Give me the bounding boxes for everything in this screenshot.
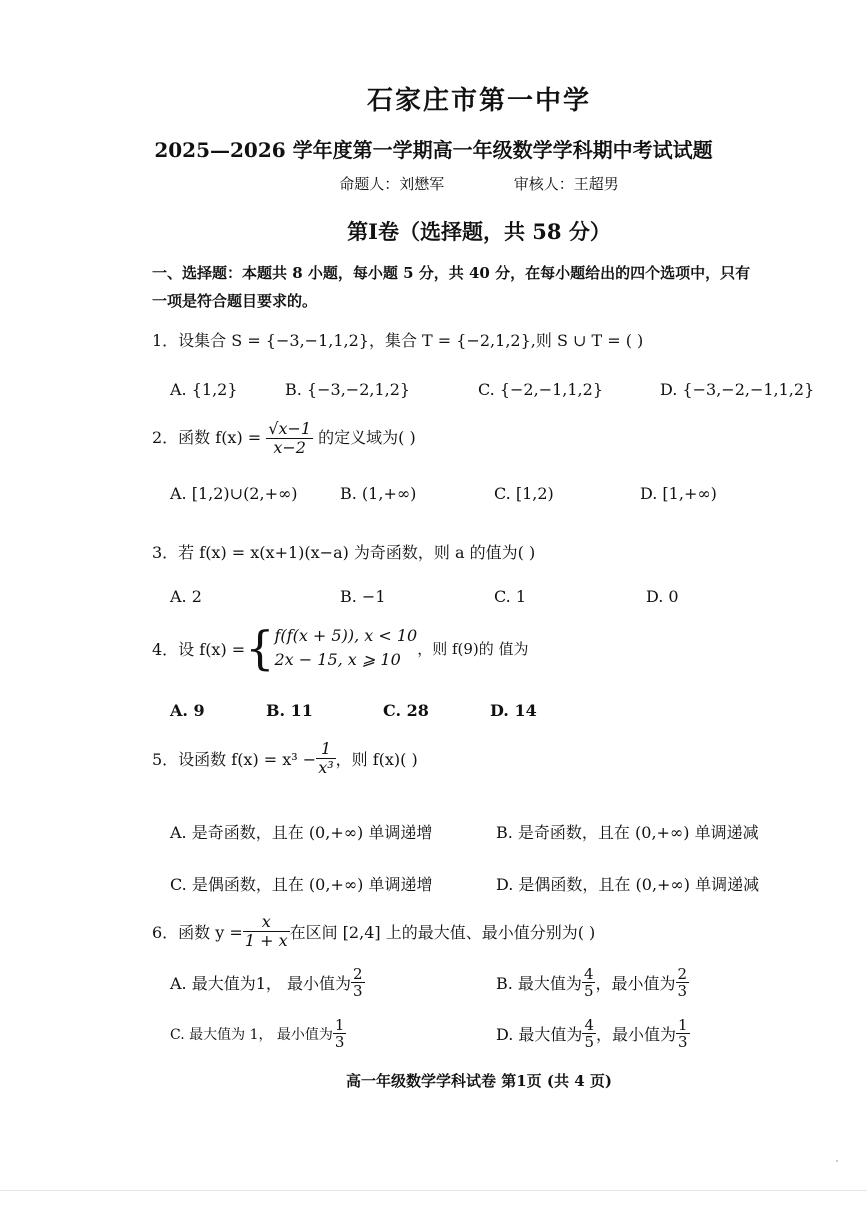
question-1-option-c: C. {−2,−1,1,2} bbox=[478, 380, 603, 399]
question-1-stem: 1．设集合 S = {−3,−1,1,2}，集合 T = {−2,1,2},则 S ∪ T = ( ) bbox=[152, 331, 644, 350]
reviewer-label: 审核人：王超男 bbox=[513, 175, 619, 193]
question-2-option-b: B. (1,+∞) bbox=[340, 484, 417, 503]
question-5-option-a: A. 是奇函数，且在 (0,+∞) 单调递增 bbox=[170, 823, 433, 842]
question-2-option-c: C. [1,2) bbox=[494, 484, 554, 503]
question-3-option-d: D. 0 bbox=[646, 587, 679, 606]
instructions-line-1: 一、选择题：本题共 8 小题，每小题 5 分，共 40 分，在每小题给出的四个选项中，只有 bbox=[152, 264, 751, 282]
question-5-option-b: B. 是奇函数，且在 (0,+∞) 单调递减 bbox=[496, 823, 759, 842]
question-6-option-c: C. 最大值为 1， 最小值为 $\frac{1}{3}$ bbox=[170, 1016, 345, 1051]
instructions-line-2: 一项是符合题目要求的。 bbox=[152, 292, 318, 310]
question-3-option-a: A. 2 bbox=[170, 587, 202, 606]
question-4-option-a: A. 9 bbox=[170, 701, 205, 720]
section-title: 第Ⅰ卷（选择题，共 58 分） bbox=[347, 219, 611, 244]
scan-speck bbox=[836, 1160, 838, 1162]
question-3-option-b: B. −1 bbox=[340, 587, 386, 606]
school-name: 石家庄市第一中学 bbox=[366, 86, 591, 116]
question-4-option-d: D. 14 bbox=[490, 701, 537, 720]
question-6-option-a: A. 最大值为1， 最小值为 $\frac{2}{3}$ bbox=[170, 965, 363, 1000]
question-5-fraction: $\frac{1}{\text{x³}}$ bbox=[318, 739, 334, 777]
page-footer: 高一年级数学学科试卷 第1页 (共 4 页) bbox=[346, 1072, 612, 1090]
question-2-option-d: D. [1,+∞) bbox=[640, 484, 717, 503]
question-1-option-a: A. {1,2} bbox=[170, 380, 238, 399]
question-2-option-a: A. [1,2)∪(2,+∞) bbox=[170, 484, 298, 503]
question-5-option-c: C. 是偶函数，且在 (0,+∞) 单调递增 bbox=[170, 875, 433, 894]
left-brace: { bbox=[245, 621, 275, 675]
question-6-fraction: $\frac{x}{1 + x}$ bbox=[244, 912, 288, 950]
piecewise-cases: f(f(x + 5)), x < 10 2x − 15, x ⩾ 10 bbox=[274, 626, 418, 669]
question-2-stem: 2．函数 f(x) = $\frac{√x-1}{x-2}$ 的定义域为( ) bbox=[152, 419, 416, 457]
question-5-option-d: D. 是偶函数，且在 (0,+∞) 单调递减 bbox=[496, 875, 760, 894]
question-1-option-b: B. {−3,−2,1,2} bbox=[285, 380, 411, 399]
question-4-option-c: C. 28 bbox=[383, 701, 429, 720]
page-bottom-rule bbox=[0, 1190, 867, 1191]
exam-title: 2025—2026 学年度第一学期高一年级数学学科期中考试试题 bbox=[154, 138, 713, 162]
question-2-fraction: $\frac{√x-1}{x-2}$ bbox=[268, 419, 312, 457]
question-3-option-c: C. 1 bbox=[494, 587, 527, 606]
authors-line bbox=[0, 173, 867, 194]
question-3-stem: 3．若 f(x) = x(x+1)(x−a) 为奇函数，则 a 的值为( ) bbox=[152, 543, 536, 562]
question-6-option-b: B. 最大值为 $\frac{4}{5}$ ，最小值为 $\frac{2}{3}$ bbox=[496, 965, 688, 1000]
author-label: 命题人：刘懋军 bbox=[339, 175, 445, 193]
question-6-option-d: D. 最大值为 $\frac{4}{5}$ ，最小值为 $\frac{1}{3}$ bbox=[496, 1016, 688, 1051]
question-4-option-b: B. 11 bbox=[266, 701, 313, 720]
question-6-stem: 6．函数 y = $\frac{x}{1 + x}$ 在区间 [2,4] 上的最大值、最小值分别为( ) bbox=[152, 912, 596, 950]
question-4-stem: 4．设 f(x) ={ f(f(x + 5)), x < 10 2x − 15, x ⩾ 10 ，则 f(9)的 值为 bbox=[152, 621, 529, 675]
question-1-option-d: D. {−3,−2,−1,1,2} bbox=[660, 380, 815, 399]
question-5-stem: 5．设函数 f(x) = x³ − $\frac{1}{\text{x³}}$ ，则 f(x)( ) bbox=[152, 739, 418, 777]
